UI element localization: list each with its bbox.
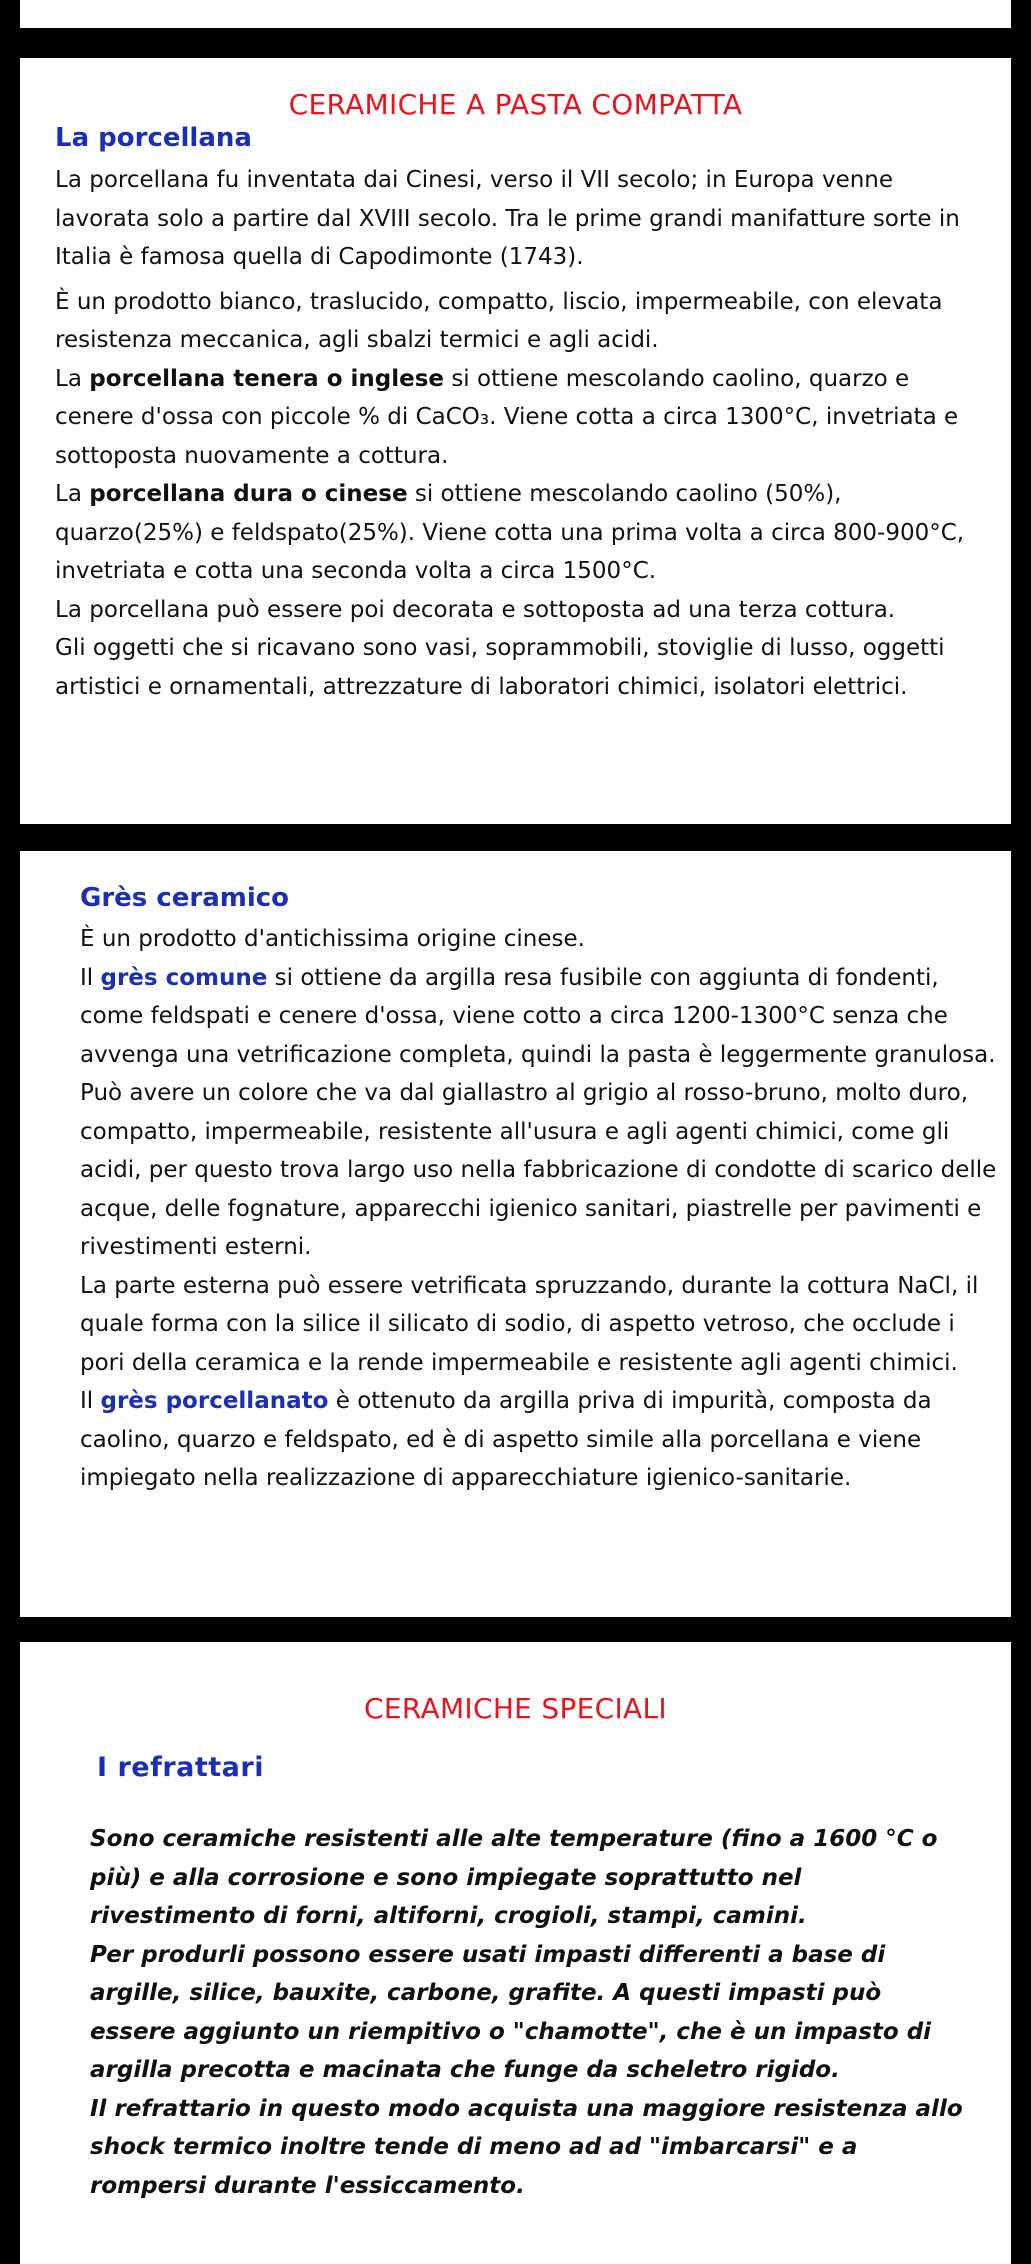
refrattari-body xyxy=(90,1820,970,2205)
gres-body xyxy=(80,920,1005,1498)
paragraph xyxy=(55,360,990,476)
paragraph xyxy=(80,959,1005,1075)
previous-slide-edge xyxy=(0,0,1031,28)
paragraph: La porcellana fu inventata dai Cinesi, verso il VII secolo; in Europa venne lavorata solo a partire dal XVIII secolo. Tra le prime grandi manifatture sorte in Italia è famosa quella di Capodimonte (1743). xyxy=(55,167,960,270)
slide-porcellana xyxy=(20,58,1011,824)
text: La xyxy=(55,365,90,392)
text: si ottiene mescolando caolino, quarzo e cenere d'ossa con piccole % di CaCO₃. Viene cotta a circa 1300°C, invetriata e sottoposta nuovamente a cottura. xyxy=(55,365,959,469)
slide-title: CERAMICHE A PASTA COMPATTA xyxy=(288,88,743,121)
paragraph: È un prodotto bianco, traslucido, compatto, liscio, impermeabile, con elevata resistenza meccanica, agli sbalzi termici e agli acidi. xyxy=(55,288,943,353)
slide-title: CERAMICHE SPECIALI xyxy=(364,1692,667,1725)
text: La xyxy=(55,481,90,507)
text: Il xyxy=(80,1388,101,1414)
previous-slide-strip xyxy=(20,0,1011,28)
paragraph xyxy=(80,1382,1005,1498)
porcellana-body xyxy=(55,161,990,706)
section-heading: Grès ceramico xyxy=(80,883,290,913)
paragraph: La parte esterna può essere vetrificata spruzzando, durante la cottura NaCl, il quale forma con la silice il silicato di sodio, di aspetto vetroso, che occlude i pori della ceramica e la rende impermeabile e resistente agli agenti chimici. xyxy=(80,1272,979,1376)
text: si ottiene mescolando caolino (50%), quarzo(25%) e feldspato(25%). Viene cotta una prima volta a circa 800-900°C, invetriata e cotta una seconda volta a circa 1500°C. xyxy=(55,481,965,584)
bold-term: porcellana dura o cinese xyxy=(89,481,408,507)
paragraph xyxy=(55,475,990,591)
paragraph: La porcellana può essere poi decorata e sottoposta ad una terza cottura. xyxy=(55,596,896,623)
blue-term: grès porcellanato xyxy=(100,1388,329,1414)
slide-ceramiche-speciali xyxy=(20,1642,1011,2264)
text: è ottenuto da argilla priva di impurità, composta da caolino, quarzo e feldspato, ed è di aspetto simile alla porcellana e viene impiegato nella realizzazione di apparecchiature igienico-sanitarie. xyxy=(80,1388,932,1491)
section-heading: La porcellana xyxy=(55,123,252,153)
paragraph: Gli oggetti che si ricavano sono vasi, soprammobili, stoviglie di lusso, oggetti artistici e ornamentali, attrezzature di laboratori chimici, isolatori elettrici. xyxy=(55,635,945,700)
text: si ottiene da argilla resa fusibile con aggiunta di fondenti, come feldspati e cenere d'ossa, viene cotto a circa 1200-1300°C senza che avvenga una vetrificazione completa, quindi la pasta è leggermente granulosa. xyxy=(80,964,996,1068)
paragraph: È un prodotto d'antichissima origine cinese. xyxy=(80,926,585,952)
blue-term: grès comune xyxy=(100,964,268,991)
paragraph: Il refrattario in questo modo acquista una maggiore resistenza allo shock termico inoltre tende di meno ad ad "imbarcarsi" e a rompersi durante l'essiccamento. xyxy=(90,2095,963,2199)
paragraph: Può avere un colore che va dal giallastro al grigio al rosso-bruno, molto duro, compatto, impermeabile, resistente all'usura e agli agenti chimici, come gli acidi, per questo trova largo uso nella fabbricazione di condotte di scarico delle acque, delle fognature, apparecchi igienico sanitari, piastrelle per pavimenti e rivestimenti esterni. xyxy=(80,1080,997,1260)
slide-gres xyxy=(20,851,1011,1617)
bold-term: porcellana tenera o inglese xyxy=(89,365,445,392)
paragraph: Per produrli possono essere usati impasti differenti a base di argille, silice, bauxite, carbone, grafite. A questi impasti può essere aggiunto un riempitivo o "chamotte", che è un impasto di argilla precotta e macinata che funge da scheletro rigido. xyxy=(90,1941,932,2083)
section-heading: I refrattari xyxy=(97,1752,264,1783)
text: Il xyxy=(80,964,101,991)
paragraph: Sono ceramiche resistenti alle alte temperature (fino a 1600 °C o più) e alla corrosione e sono impiegate soprattutto nel rivestimento di forni, altiforni, crogioli, stampi, camini. xyxy=(90,1826,938,1929)
